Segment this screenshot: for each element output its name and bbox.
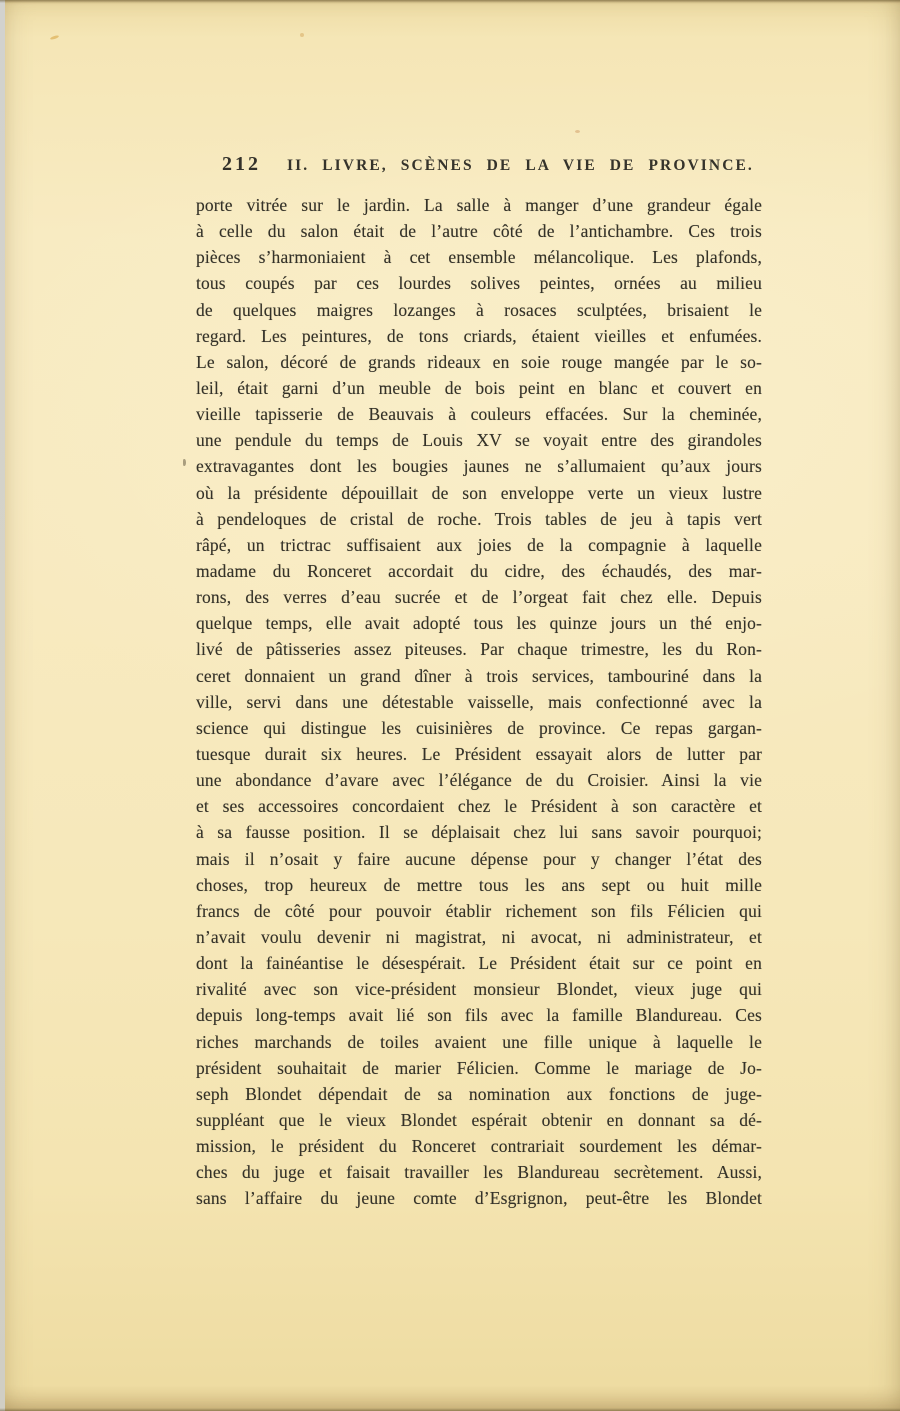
text-line: seph Blondet dépendait de sa nomination aux fonctions de juge- [196,1083,762,1104]
text-line: vieille tapisserie de Beauvais à couleurs effacées. Sur la cheminée, [196,404,762,425]
text-line: extravagantes dont les bougies jaunes ne s’allumaient qu’aux jours [196,456,762,477]
page-number: 212 [222,153,261,175]
scan-speck [575,130,580,133]
scan-edge-top [0,0,900,3]
text-line: leil, était garni d’un meuble de bois peint en blanc et couvert en [196,377,762,398]
text-line: porte vitrée sur le jardin. La salle à manger d’une grandeur égale [196,195,762,215]
text-line: ville, servi dans une détestable vaisselle, mais confectionné avec la [196,691,762,712]
text-line: rivalité avec son vice-président monsieur Blondet, vieux juge qui [196,979,762,1000]
text-line: choses, trop heureux de mettre tous les ans sept ou huit mille [196,874,762,895]
text-line: à sa fausse position. Il se déplaisait chez lui sans savoir pourquoi; [196,822,762,843]
scan-edge-left [0,0,5,1411]
text-line: râpé, un trictrac suffisaient aux joies de la compagnie à laquelle [196,534,762,555]
text-line: livé de pâtisseries assez piteuses. Par chaque trimestre, les du Ron- [196,639,762,660]
text-line: regard. Les peintures, de tons criards, étaient vieilles et enfumées. [196,325,762,346]
text-line: mais il n’osait y faire aucune dépense pour y changer l’état des [196,848,762,869]
text-line: mission, le président du Ronceret contrariait sourdement les démar- [196,1136,762,1157]
text-line: une abondance d’avare avec l’élégance de du Croisier. Ainsi la vie [196,770,762,791]
body-text [196,192,762,1211]
text-line: où la présidente dépouillait de son enveloppe verte un vieux lustre [196,482,762,503]
text-line: Le salon, décoré de grands rideaux en soie rouge mangée par le so- [196,351,762,372]
text-line: de quelques maigres lozanges à rosaces sculptées, brisaient le [196,299,762,320]
text-line: président souhaitait de marier Félicien. Comme le mariage de Jo- [196,1057,762,1078]
running-title: II. LIVRE, SCÈNES DE LA VIE DE PROVINCE. [287,157,754,174]
text-line: rons, des verres d’eau sucrée et de l’orgeat fait chez elle. Depuis [196,587,762,608]
scan-speck [50,35,59,41]
text-line: francs de côté pour pouvoir établir richement son fils Félicien qui [196,900,762,921]
text-line: à celle du salon était de l’autre côté de l’antichambre. Ces trois [196,221,762,242]
text-line: quelque temps, elle avait adopté tous les quinze jours un thé enjo- [196,613,762,634]
text-line: tous coupés par ces lourdes solives peintes, ornées au milieu [196,273,762,294]
text-line: suppléant que le vieux Blondet espérait obtenir en donnant sa dé- [196,1109,762,1130]
text-line: ceret donnaient un grand dîner à trois services, tambouriné dans la [196,665,762,686]
text-line: science qui distingue les cuisinières de province. Ce repas gargan- [196,717,762,738]
text-line: depuis long-temps avait lié son fils avec la famille Blandureau. Ces [196,1005,762,1026]
text-line: n’avait voulu devenir ni magistrat, ni avocat, ni administrateur, et [196,926,762,947]
scan-speck [183,459,186,466]
text-line: tuesque durait six heures. Le Président essayait alors de lutter par [196,743,762,764]
text-line: sans l’affaire du jeune comte d’Esgrignon, peut-être les Blondet [196,1188,762,1209]
text-line: madame du Ronceret accordait du cidre, des échaudés, des mar- [196,560,762,581]
text-line: dont la fainéantise le désespérait. Le Président était sur ce point en [196,953,762,974]
text-line: et ses accessoires concordaient chez le Président à son caractère et [196,796,762,817]
text-line: riches marchands de toiles avaient une fille unique à laquelle le [196,1031,762,1052]
page-header [222,153,766,176]
scan-speck [300,33,304,37]
text-line: une pendule du temps de Louis XV se voyait entre des girandoles [196,430,762,451]
text-line: pièces s’harmoniaient à cet ensemble mélancolique. Les plafonds, [196,247,762,268]
text-line: à pendeloques de cristal de roche. Trois tables de jeu à tapis vert [196,508,762,529]
text-line: ches du juge et faisait travailler les Blandureau secrètement. Aussi, [196,1162,762,1183]
